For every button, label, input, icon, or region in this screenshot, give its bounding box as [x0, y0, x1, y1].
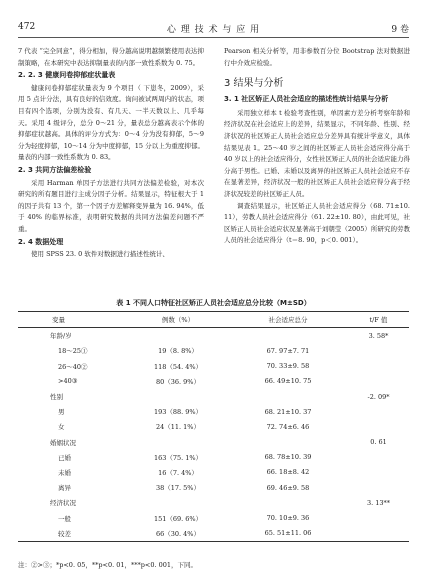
table-header-cell: 变量 — [52, 316, 65, 325]
table-cell: 118（54. 4%） — [153, 362, 203, 371]
table-cell: 女 — [58, 423, 65, 432]
table-cell: 66. 49±10. 75 — [264, 377, 312, 386]
table-row — [18, 465, 409, 480]
table-cell: 65. 51±11. 06 — [264, 529, 312, 538]
table-cell: 24（11. 1%） — [156, 423, 200, 432]
table-cell: 66. 18±8. 42 — [266, 468, 310, 477]
paragraph: 使用 SPSS 23. 0 软件对数据进行描述性统计、 — [31, 250, 169, 259]
left-column — [18, 46, 204, 261]
table-cell: 离异 — [58, 484, 71, 493]
right-column — [224, 46, 410, 247]
table-cell: 0. 61 — [370, 438, 387, 447]
table-cell: 18～25① — [58, 347, 88, 356]
paragraph: 7 代表 “完全同意”，得分相加，得分越高说明越频繁使用表达抑制策略，在本研究中表达抑制量表的内部一致性系数为 0. 75。 — [18, 47, 204, 67]
table-cell: 婚姻状况 — [50, 438, 76, 447]
chapter-heading: 3 结果与分析 — [224, 78, 284, 90]
table-cell: 68. 78±10. 39 — [264, 453, 312, 462]
table-cell: 19（8. 8%） — [158, 347, 198, 356]
table-row — [18, 510, 409, 525]
table-caption: 表 1 不同人口特征社区矫正人员社会适应总分比较（M±SD） — [116, 299, 311, 307]
section-heading: 2. 2. 3 健康问卷抑郁症状量表 — [18, 71, 116, 80]
table-cell: 一般 — [58, 514, 71, 523]
section-heading: 3. 1 社区矫正人员社会适应的描述性统计结果与分析 — [224, 95, 389, 104]
table-cell: 72. 74±6. 46 — [266, 422, 310, 431]
paragraph: 采用 Harman 单因子方法进行共同方法偏差检验，对本次研究的所有题目进行主成分因子分析。结果显示，特征根大于 1 的因子共有 13 个，第一个因子方差解释变异量为 16. 94%，低于 40% 的临界标准，表明研究数据的共同方法偏差问题不严重。 — [18, 178, 204, 233]
table-cell: 男 — [58, 408, 65, 417]
paragraph: 调查结果显示，社区矫正人员社会适应得分（68. 71±10. 11），劳教人员社会适应得分（61. 22±10. 80），由此可见，社区矫正人员社会适应状况显著高于刘朝莹（2005）所研究的劳教人员的社会适应得分（t＝8. 90，p＜0. 001）。 — [224, 201, 410, 245]
section-heading: 2. 3 共同方法偏差检验 — [18, 165, 92, 174]
journal-title: 心 理 技 术 与 应 用 — [166, 25, 261, 35]
volume-label: 9 卷 — [391, 25, 409, 35]
table-note: 注：②>③；*p<0. 05，**p<0. 01，***p<0. 001，下同。 — [18, 561, 198, 569]
paragraph: 采用独立样本 t 检验考查性别，单因素方差分析考察年龄和经济状况在社会适应上的差异，结果显示，不同年龄、性别、经济状况的社区矫正人员社会适应总分差异具有统计学意义，具体结果见表 1。25～40 岁之间的社区矫正人员社会适应得分高于 40 岁以上的社会适应得分，女性社区矫正人员的社会适应能力得分高于男性。已婚、未婚以及离异的社区矫正人员社会适应不存在显著差异，经济状况一般的社区矫正人员社会适应得分高于经济状况较差的社区矫正人员。 — [224, 108, 410, 198]
paragraph: 健康问卷抑郁症状量表为 9 个项目（ 下崽冬，2009），采用 5 点计分法，具有良好的信效度。询问被试两周内的状态，项目有四个选项，分别为没有、有几天、一半天数以上、几乎每天。采用 4 级评分，总分 0～21 分，量表总分越高表示个体的抑郁症状越高。具体的评分方式为：0～4 分为没有抑郁，5～9 分为轻度抑郁，10～14 分为中度抑郁，15 分以上为重度抑郁。量表的内部一致性系数为 0. 83。 — [18, 83, 204, 162]
table-header-cell: t/F 值 — [369, 316, 388, 325]
table-cell: 163（75. 1%） — [153, 453, 203, 462]
table-cell: -2. 09* — [367, 392, 390, 401]
table-header-row — [18, 312, 409, 327]
table-row — [18, 480, 409, 495]
data-table — [18, 311, 409, 542]
table-cell: 68. 21±10. 37 — [264, 407, 312, 416]
table-cell: 经济状况 — [50, 499, 76, 508]
table-cell: 3. 13** — [366, 498, 391, 507]
table-row — [18, 495, 409, 510]
table-cell: 年龄/岁 — [50, 332, 72, 341]
table-cell: 38（17. 5%） — [156, 484, 200, 493]
table-cell: 151（69. 6%） — [153, 514, 203, 523]
table-row — [18, 374, 409, 389]
paragraph: Pearson 相关分析等，用非参数百分位 Bootstrap 法对数据进行中介效应检验。 — [224, 47, 410, 67]
table-row — [18, 450, 409, 465]
table-cell: 未婚 — [58, 468, 71, 477]
table-cell: 较差 — [58, 529, 71, 538]
table-cell: 66（30. 4%） — [156, 529, 200, 538]
table-cell: 16（7. 4%） — [158, 468, 198, 477]
table-row — [18, 328, 409, 343]
table-row — [18, 404, 409, 419]
table-cell: 26～40② — [58, 362, 88, 371]
table-cell: 193（88. 9%） — [153, 408, 203, 417]
table-row — [18, 359, 409, 374]
table-row — [18, 435, 409, 450]
table-cell: 性别 — [50, 393, 63, 402]
table-cell: 70. 33±9. 58 — [266, 362, 310, 371]
page-header — [0, 0, 427, 48]
table-bottom-rule — [18, 541, 409, 542]
section-heading: 2. 4 数据处理 — [18, 237, 64, 246]
page-number: 472 — [18, 22, 36, 32]
table-cell: >40③ — [58, 377, 78, 386]
table-body — [18, 328, 409, 541]
table-row — [18, 343, 409, 358]
table-header-cell: 例数（%） — [161, 316, 195, 325]
table-row — [18, 419, 409, 434]
table-cell: 已婚 — [58, 453, 71, 462]
table-row — [18, 389, 409, 404]
table-cell: 69. 46±9. 58 — [266, 483, 310, 492]
table-row — [18, 526, 409, 541]
table-cell: 3. 58* — [368, 331, 389, 340]
table-cell: 80（36. 9%） — [156, 377, 200, 386]
table-cell: 70. 10±9. 36 — [266, 514, 310, 523]
table-header-cell: 社会适应总分 — [268, 316, 308, 325]
table-cell: 67. 97±7. 71 — [266, 346, 310, 355]
header-rule — [18, 37, 409, 38]
